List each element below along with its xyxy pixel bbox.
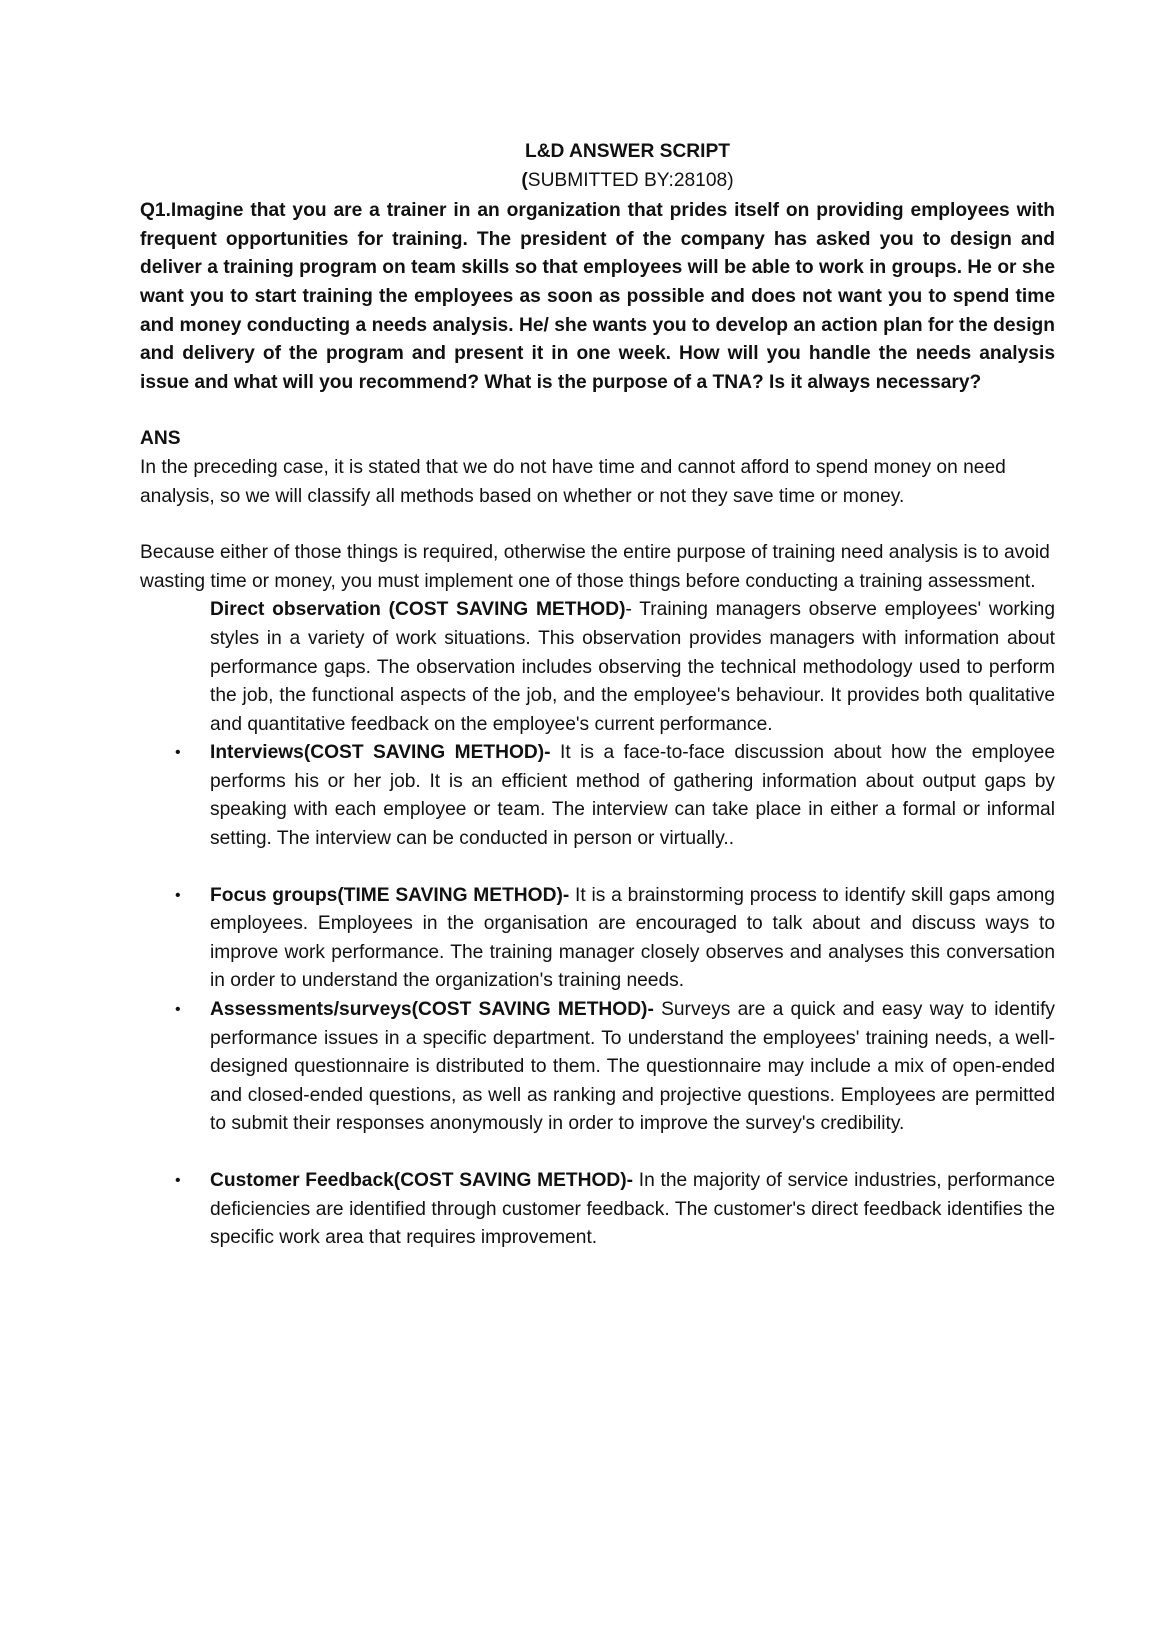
answer-paragraph-2: Because either of those things is required, otherwise the entire purpose of training need analysis is to avoid wasting time or money, you must implement one of those things before conducting a training assessment. <box>140 542 1050 592</box>
method-focus-groups <box>140 882 1055 996</box>
bullet-icon: • <box>175 744 181 762</box>
bullet-icon: • <box>175 1172 181 1189</box>
method-name: Assessments/surveys(COST SAVING METHOD)- <box>210 999 654 1021</box>
answer-paragraph-1: In the preceding case, it is stated that we do not have time and cannot afford to spend money on need analysis, so we will classify all methods based on whether or not they save time or money. <box>140 456 1006 507</box>
method-description: Surveys are a quick and easy way to identify performance issues in a specific department. To understand the employees' training needs, a well-designed questionnaire is distributed to them. The questionnaire may include a mix of open-ended and closed-ended questions, as well as ranking and projective questions. Employees are permitted to submit their responses anonymously in order to improve the survey's credibility. <box>210 999 1055 1135</box>
method-description: It is a face-to-face discussion about how the employee performs his or her job. It is an efficient method of gathering information about output gaps by speaking with each employee or team. The interview can take place in either a formal or informal setting. The interview can be conducted in person or virtually.. <box>210 742 1055 850</box>
subtitle-paren: ( <box>521 169 528 191</box>
method-name: Focus groups(TIME SAVING METHOD)- <box>210 884 570 906</box>
method-customer-feedback <box>140 1167 1055 1253</box>
method-interviews <box>140 739 1055 853</box>
method-description: It is a brainstorming process to identify skill gaps among employees. Employees in the organisation are encouraged to talk about and discuss ways to improve work performance. The training manager closely observes and analyses this conversation in order to understand the organization's training needs. <box>210 884 1055 992</box>
question-text: Q1.Imagine that you are a trainer in an organization that prides itself on providing employees with frequent opportunities for training. The president of the company has asked you to design and deliver a training program on team skills so that employees will be able to work in groups. He or she want you to start training the employees as soon as possible and does not want you to spend time and money conducting a needs analysis. He/ she wants you to develop an action plan for the design and delivery of the program and present it in one week. How will you handle the needs analysis issue and what will you recommend? What is the purpose of a TNA? Is it always necessary? <box>140 200 1055 393</box>
document-title: L&D ANSWER SCRIPT <box>524 141 731 162</box>
answer-label: ANS <box>140 428 181 450</box>
method-name: Customer Feedback(COST SAVING METHOD)- <box>210 1170 634 1191</box>
document-subtitle <box>140 167 1055 196</box>
method-name: Direct observation (COST SAVING METHOD) <box>210 599 626 621</box>
method-name: Interviews(COST SAVING METHOD)- <box>210 742 551 764</box>
method-assessments-surveys <box>140 996 1055 1139</box>
bullet-icon: • <box>175 886 181 904</box>
subtitle-text: SUBMITTED BY:28108) <box>527 169 734 191</box>
method-description: In the majority of service industries, performance deficiencies are identified through customer feedback. The customer's direct feedback identifies the specific work area that requires improvement. <box>210 1170 1055 1249</box>
bullet-icon: • <box>175 1001 181 1019</box>
method-direct-observation <box>140 596 1055 739</box>
document-body <box>140 138 1055 1253</box>
method-description: - Training managers observe employees' working styles in a variety of work situations. This observation provides managers with information about performance gaps. The observation includes observing the technical methodology used to perform the job, the functional aspects of the job, and the employee's behaviour. It provides both qualitative and quantitative feedback on the employee's current performance. <box>210 599 1055 735</box>
